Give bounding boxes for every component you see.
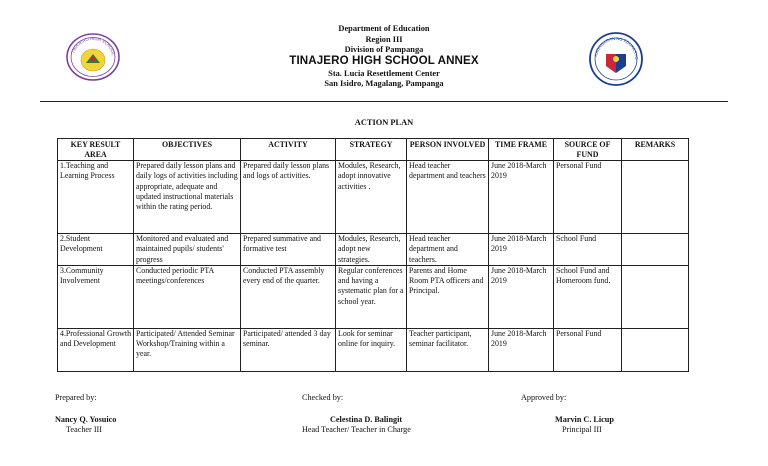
- cell-remarks: [622, 265, 689, 328]
- checked-by-label: Checked by:: [302, 393, 344, 402]
- column-header: SOURCE OF FUND: [554, 139, 622, 161]
- column-header: PERSON INVOLVED: [407, 139, 489, 161]
- cell-remarks: [622, 161, 689, 234]
- cell-person-involved: Teacher participant, seminar facilitator.: [407, 328, 489, 371]
- checked-by-position: Head Teacher/ Teacher in Charge: [302, 425, 411, 434]
- column-header: ACTIVITY: [241, 139, 336, 161]
- header-divider: [40, 101, 728, 102]
- cell-strategy: Regular conferences and having a systematic plan for a school year.: [336, 265, 407, 328]
- checked-by-name: Celestina D. Balingit: [330, 415, 403, 424]
- cell-strategy: Look for seminar online for inquiry.: [336, 328, 407, 371]
- cell-time-frame: June 2018-March 2019: [489, 234, 554, 266]
- cell-person-involved: Head teacher department and teachers.: [407, 234, 489, 266]
- cell-strategy: Modules, Research, adopt innovative activities .: [336, 161, 407, 234]
- division-name: Division of Pampanga: [344, 45, 424, 54]
- table-row: [58, 234, 689, 266]
- cell-activity: Participated/ attended 3 day seminar.: [241, 328, 336, 371]
- address-line-1: Sta. Lucia Resettlement Center: [328, 69, 440, 78]
- cell-activity: Prepared summative and formative test: [241, 234, 336, 266]
- cell-objectives: Participated/ Attended Seminar Workshop/Training within a year.: [134, 328, 241, 371]
- cell-objectives: Prepared daily lesson plans and daily logs of activities including appropriate, adequate and updated instructional materials within the rating period.: [134, 161, 241, 234]
- cell-source-of-fund: Personal Fund: [554, 161, 622, 234]
- approved-by-name: Marvin C. Licup: [555, 415, 614, 424]
- approved-by-label: Approved by:: [521, 393, 567, 402]
- prepared-by-name: Nancy Q. Yosuico: [55, 415, 117, 424]
- table-row: [58, 161, 689, 234]
- cell-person-involved: Head teacher department and teachers: [407, 161, 489, 234]
- column-header: OBJECTIVES: [134, 139, 241, 161]
- cell-source-of-fund: Personal Fund: [554, 328, 622, 371]
- cell-source-of-fund: School Fund and Homeroom fund.: [554, 265, 622, 328]
- column-header: KEY RESULT AREA: [58, 139, 134, 161]
- column-header: REMARKS: [622, 139, 689, 161]
- cell-strategy: Modules, Research, adopt new strategies.: [336, 234, 407, 266]
- cell-time-frame: June 2018-March 2019: [489, 161, 554, 234]
- cell-time-frame: June 2018-March 2019: [489, 328, 554, 371]
- cell-remarks: [622, 328, 689, 371]
- school-name: TINAJERO HIGH SCHOOL ANNEX: [289, 54, 479, 67]
- cell-key-result-area: 3.Community Involvement: [58, 265, 134, 328]
- cell-key-result-area: 2.Student Development: [58, 234, 134, 266]
- action-plan-table: [57, 138, 689, 372]
- seal-ring-text: TINAJERO HIGH SCHOOL: [70, 35, 116, 56]
- approved-by-position: Principal III: [562, 425, 602, 434]
- document-title: ACTION PLAN: [354, 118, 414, 127]
- prepared-by-label: Prepared by:: [55, 393, 97, 402]
- cell-objectives: Conducted periodic PTA meetings/conferences: [134, 265, 241, 328]
- cell-source-of-fund: School Fund: [554, 234, 622, 266]
- cell-key-result-area: 1.Teaching and Learning Process: [58, 161, 134, 234]
- prepared-by-position: Teacher III: [66, 425, 103, 434]
- cell-time-frame: June 2018-March 2019: [489, 265, 554, 328]
- region-name: Region III: [365, 35, 403, 44]
- column-header: TIME FRAME: [489, 139, 554, 161]
- address-line-2: San Isidro, Magalang, Pampanga: [324, 79, 444, 88]
- column-header: STRATEGY: [336, 139, 407, 161]
- cell-objectives: Monitored and evaluated and maintained pupils/ students' progress: [134, 234, 241, 266]
- cell-person-involved: Parents and Home Room PTA officers and Principal.: [407, 265, 489, 328]
- seal-ring-text: KAGAWARAN NG EDUKASYO: [593, 35, 640, 60]
- cell-remarks: [622, 234, 689, 266]
- cell-activity: Prepared daily lesson plans and logs of activities.: [241, 161, 336, 234]
- cell-key-result-area: 4.Professional Growth and Development: [58, 328, 134, 371]
- table-row: [58, 265, 689, 328]
- department-name: Department of Education: [338, 24, 430, 33]
- table-row: [58, 328, 689, 371]
- table-header-row: [58, 139, 689, 161]
- cell-activity: Conducted PTA assembly every end of the quarter.: [241, 265, 336, 328]
